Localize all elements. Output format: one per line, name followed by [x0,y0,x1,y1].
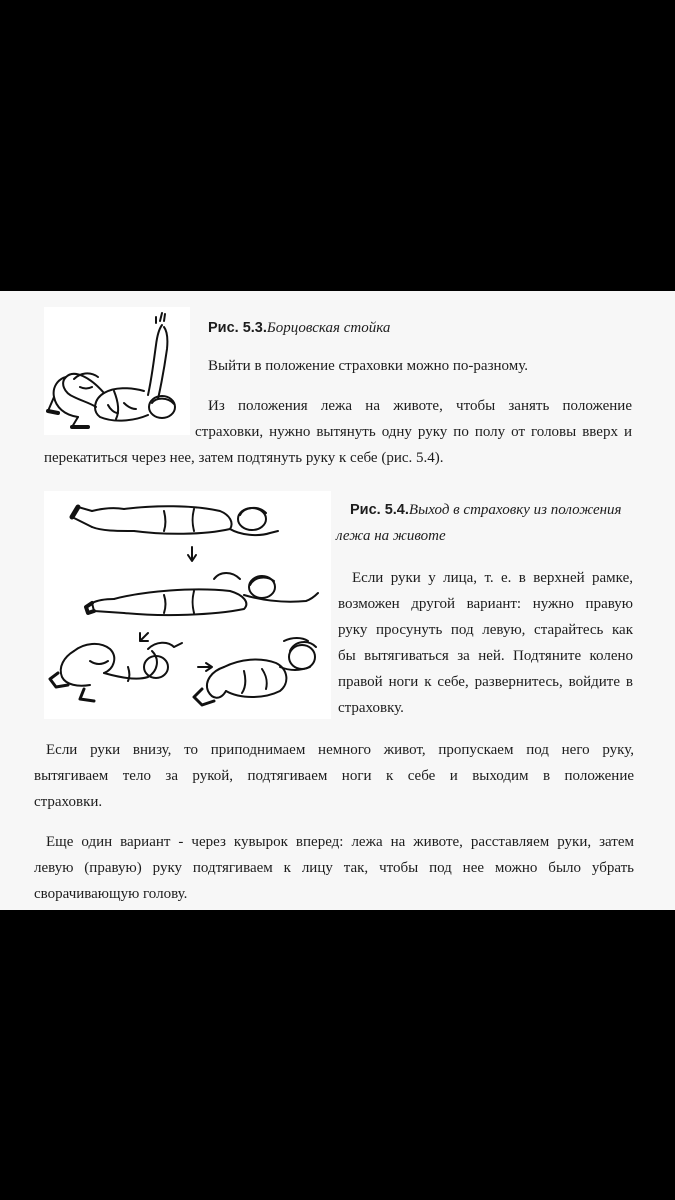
figure-5-4-title-line-1: Выход в страховку из положения [408,502,622,518]
paragraph-4-line-3: страховки. [34,794,103,810]
paragraph-3-line-1: Если руки у лица, т. е. в верхней рамке, [352,570,633,586]
paragraph-3-line-2: возможен другой вариант: нужно правую [338,596,633,612]
figure-5-3-caption [208,315,390,341]
document-page [0,291,675,910]
exit-to-guard-sequence-drawing [44,491,331,719]
figure-5-3-illustration [44,307,190,435]
paragraph-5-line-3: сворачивающую голову. [34,886,188,902]
paragraph-4-line-2: вытягиваем тело за рукой, подтягиваем ноги к себе и выходим в положение [34,768,634,784]
paragraph-2-line-3: перекатиться через нее, затем подтянуть руку к себе (рис. 5.4). [44,450,444,466]
paragraph-4-line-1: Если руки внизу, то приподнимаем немного живот, пропускаем под него руку, [46,742,634,758]
paragraph-2-line-2: страховки, нужно вытянуть одну руку по полу от головы вверх и [195,424,632,440]
wrestler-lying-arm-raised-drawing [44,307,190,435]
paragraph-3-line-3: руку просунуть под левую, старайтесь как [338,622,633,638]
paragraph-5-line-1: Еще один вариант - через кувырок вперед: лежа на животе, расставляем руки, затем [46,834,634,850]
figure-5-3-label: Рис. 5.3. [208,320,267,336]
figure-5-4-illustration [44,491,331,719]
figure-5-3-title: Борцовская стойка [266,320,391,336]
paragraph-5-line-2: левую (правую) руку подтягиваем к лицу так, чтобы под нее можно было убрать [34,860,634,876]
paragraph-1: Выйти в положение страховки можно по-разному. [208,358,528,374]
paragraph-2-line-1: Из положения лежа на животе, чтобы занять положение [208,398,632,414]
paragraph-3-line-6: страховку. [338,700,404,716]
paragraph-3-line-4: бы вытягиваться за ней. Подтяните колено [338,648,633,664]
paragraph-3-line-5: правой ноги к себе, развернитесь, войдите в [338,674,633,690]
figure-5-4-caption-line-1 [350,497,622,523]
figure-5-4-label: Рис. 5.4. [350,502,409,518]
figure-5-4-title-line-2: лежа на животе [336,528,446,544]
